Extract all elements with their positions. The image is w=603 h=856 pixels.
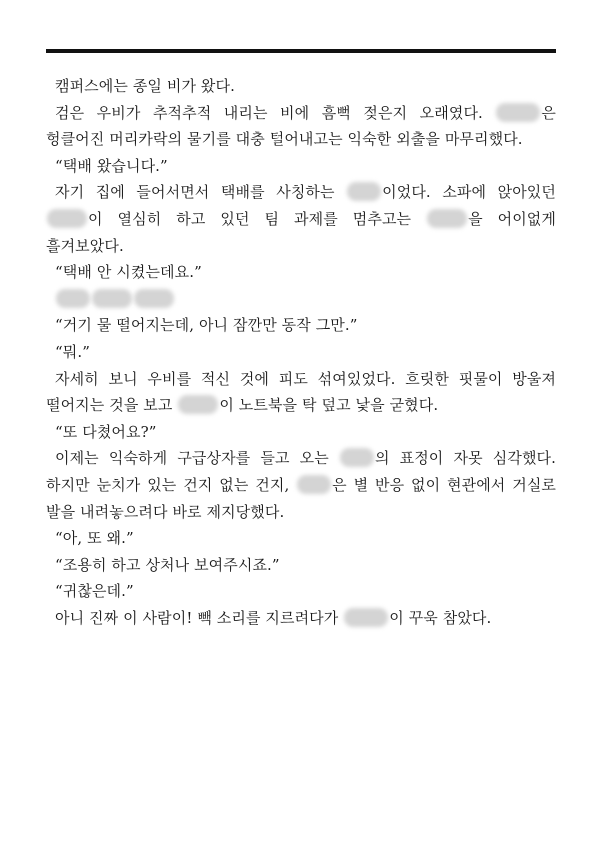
text-run: 의 표정이 자못 심각했다. 하지만 눈치가 있는 건지 없는 건지, (46, 449, 556, 494)
text-run: “거기 물 떨어지는데, 아니 잠깐만 동작 그만.” (55, 316, 358, 335)
text-run: 을 어이없게 흘겨보았다. (46, 209, 556, 255)
paragraph-7 (46, 312, 556, 339)
paragraph-14 (46, 578, 556, 605)
document-body (46, 73, 556, 631)
redacted-name (134, 289, 174, 308)
text-run: 자세히 보니 우비를 적신 것에 피도 섞여있었다. 흐릿한 핏물이 방울져 떨어지는 것을 보고 (46, 369, 556, 415)
text-run: “조용히 하고 상처나 보여주시죠.” (55, 555, 280, 574)
text-run: 이제는 익숙하게 구급상자를 들고 오는 (55, 449, 339, 468)
redacted-name (496, 103, 540, 122)
paragraph-2 (46, 100, 556, 153)
text-run: 캠퍼스에는 종일 비가 왔다. (55, 77, 235, 95)
paragraph-1 (46, 73, 556, 100)
text-run: 자기 집에 들어서면서 택배를 사칭하는 (55, 183, 347, 202)
paragraph-11 (46, 445, 556, 525)
redacted-name (178, 395, 218, 414)
paragraph-8 (46, 339, 556, 366)
text-run: 은 헝클어진 머리카락의 물기를 대충 털어내고는 익숙한 외출을 마무리했다. (46, 103, 556, 149)
top-rule (46, 49, 556, 53)
paragraph-5 (46, 259, 556, 286)
paragraph-10 (46, 419, 556, 446)
text-run: “아, 또 왜.” (55, 529, 134, 548)
redacted-name (344, 608, 388, 627)
text-run: “뭐.” (55, 342, 90, 361)
text-run: 은 별 반응 없이 현관에서 거실로 발을 내려놓으려다 바로 제지당했다. (46, 475, 557, 521)
paragraph-4 (46, 179, 556, 259)
text-run: 아니 진짜 이 사람이! 빽 소리를 지르려다가 (55, 608, 344, 627)
text-run: “귀찮은데.” (55, 582, 134, 601)
paragraph-15 (46, 605, 556, 632)
text-run: “또 다쳤어요?” (55, 422, 157, 441)
paragraph-12 (46, 525, 556, 552)
redacted-name (56, 289, 90, 308)
redacted-name (347, 182, 381, 201)
redacted-name (427, 209, 467, 228)
redacted-name (340, 448, 374, 467)
paragraph-9 (46, 366, 556, 419)
redacted-name (92, 289, 132, 308)
paragraph-13 (46, 552, 556, 579)
text-run: “택배 안 시켰는데요.” (55, 263, 202, 282)
paragraph-6 (46, 286, 556, 313)
text-run: 이 열심히 하고 있던 팀 과제를 멈추고는 (88, 209, 427, 228)
redacted-name (297, 475, 331, 494)
paragraph-3 (46, 153, 556, 180)
text-run: 이 노트북을 탁 덮고 낯을 굳혔다. (219, 396, 439, 415)
text-run: 이었다. 소파에 앉아있던 (382, 183, 556, 202)
text-run: 이 꾸욱 참았다. (389, 608, 492, 627)
text-run: 검은 우비가 추적추적 내리는 비에 흠뻑 젖은지 오래였다. (55, 103, 496, 122)
redacted-name (47, 209, 87, 228)
text-run: “택배 왔습니다.” (55, 156, 168, 175)
